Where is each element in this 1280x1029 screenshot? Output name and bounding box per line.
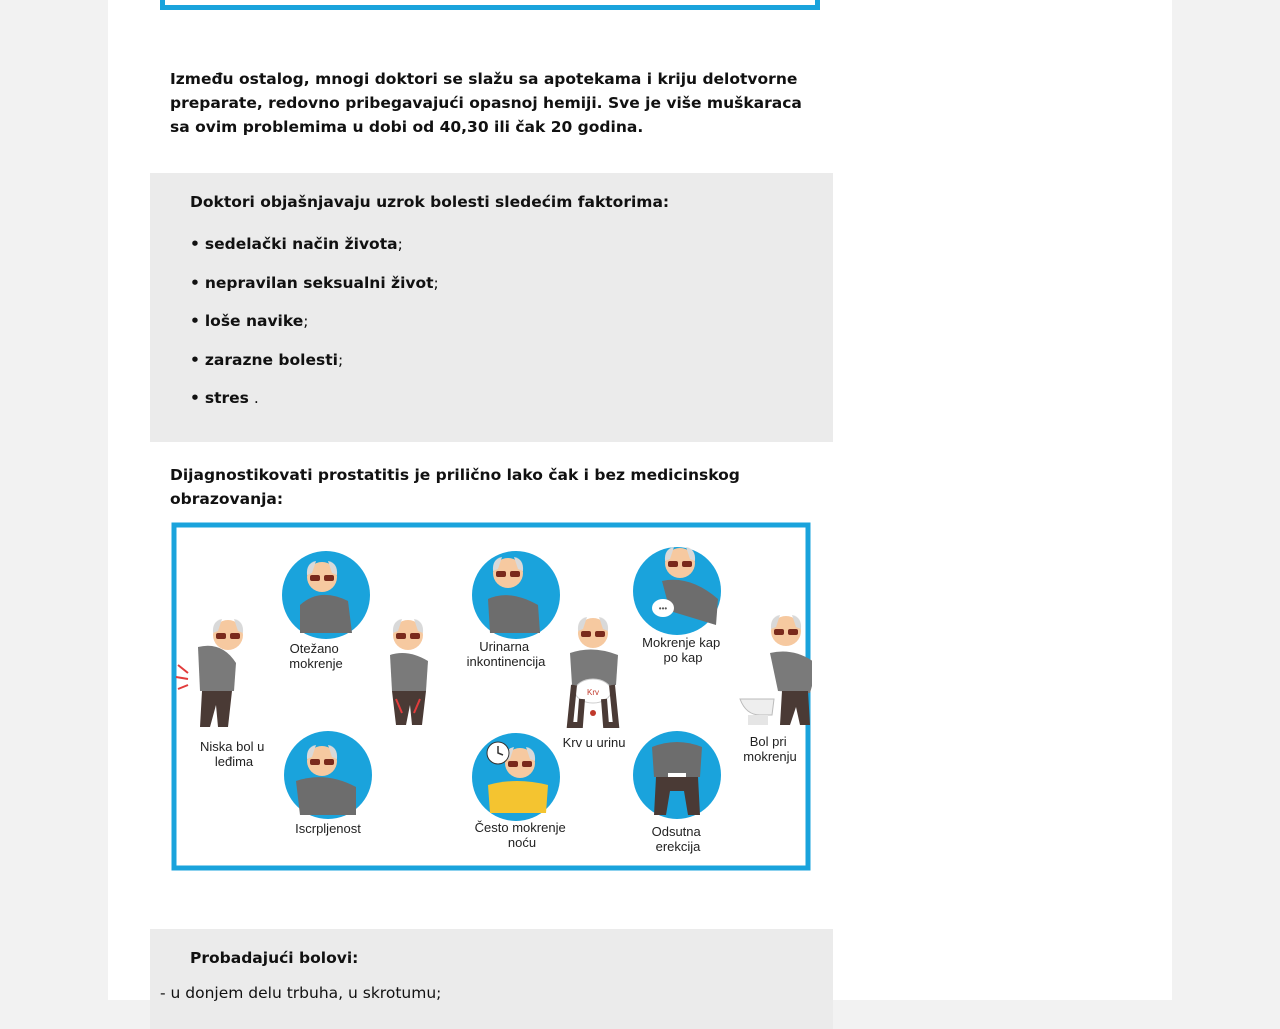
previous-image-frame — [160, 0, 820, 10]
list-item: • loše navike; — [190, 312, 309, 330]
causes-title: Doktori objašnjavaju uzrok bolesti sledećim faktorima: — [190, 193, 670, 211]
diagnose-paragraph: Dijagnostikovati prostatitis je prilično lako čak i bez medicinskog obrazovanja: — [170, 466, 740, 508]
label-otezano: Otežano mokrenje — [289, 641, 343, 671]
bubble-dots: ••• — [658, 604, 668, 613]
pain-first-item: - u donjem delu trbuha, u skrotumu; — [160, 984, 442, 1002]
symptoms-infographic — [170, 515, 812, 875]
iscrpljenost-icon — [284, 731, 372, 819]
intro-paragraph: Između ostalog, mnogi doktori se slažu sa apotekama i kriju delotvorne preparate, redovno pribegavajući opasnoj hemiji. Sve je više muškaraca sa ovim problemima u dobi od 40,30 ili čak 20 godina. — [170, 70, 802, 136]
label-odsutna: Odsutna erekcija — [651, 824, 701, 854]
urinarna-icon — [472, 551, 560, 639]
pain-box — [150, 929, 833, 1029]
label-krv: Krv u urinu — [562, 735, 626, 750]
label-niska: Niska bol u leđima — [200, 739, 265, 769]
label-kap: Mokrenje kap po kap — [642, 635, 721, 665]
list-item: • zarazne bolesti; — [190, 350, 344, 369]
middle-figure — [390, 619, 428, 725]
list-item: • nepravilan seksualni život; — [190, 273, 439, 292]
causes-list — [190, 232, 439, 425]
article-content — [108, 0, 1172, 1000]
label-urinarna: Urinarna inkontinencija — [466, 639, 546, 669]
label-cesto: Često mokrenje noću — [474, 820, 566, 850]
pain-title: Probadajući bolovi: — [190, 949, 359, 967]
list-item: • sedelački način života; — [190, 235, 403, 253]
krv-tag: Krv — [587, 688, 599, 697]
kap-icon — [633, 547, 721, 635]
label-iscrpljenost: Iscrpljenost — [295, 821, 361, 836]
cesto-icon — [472, 733, 560, 821]
label-bol: Bol pri mokrenju — [743, 734, 797, 764]
odsutna-icon — [633, 731, 721, 819]
otezano-icon — [282, 551, 370, 639]
causes-box — [150, 173, 833, 442]
list-item: • stres . — [190, 389, 259, 407]
